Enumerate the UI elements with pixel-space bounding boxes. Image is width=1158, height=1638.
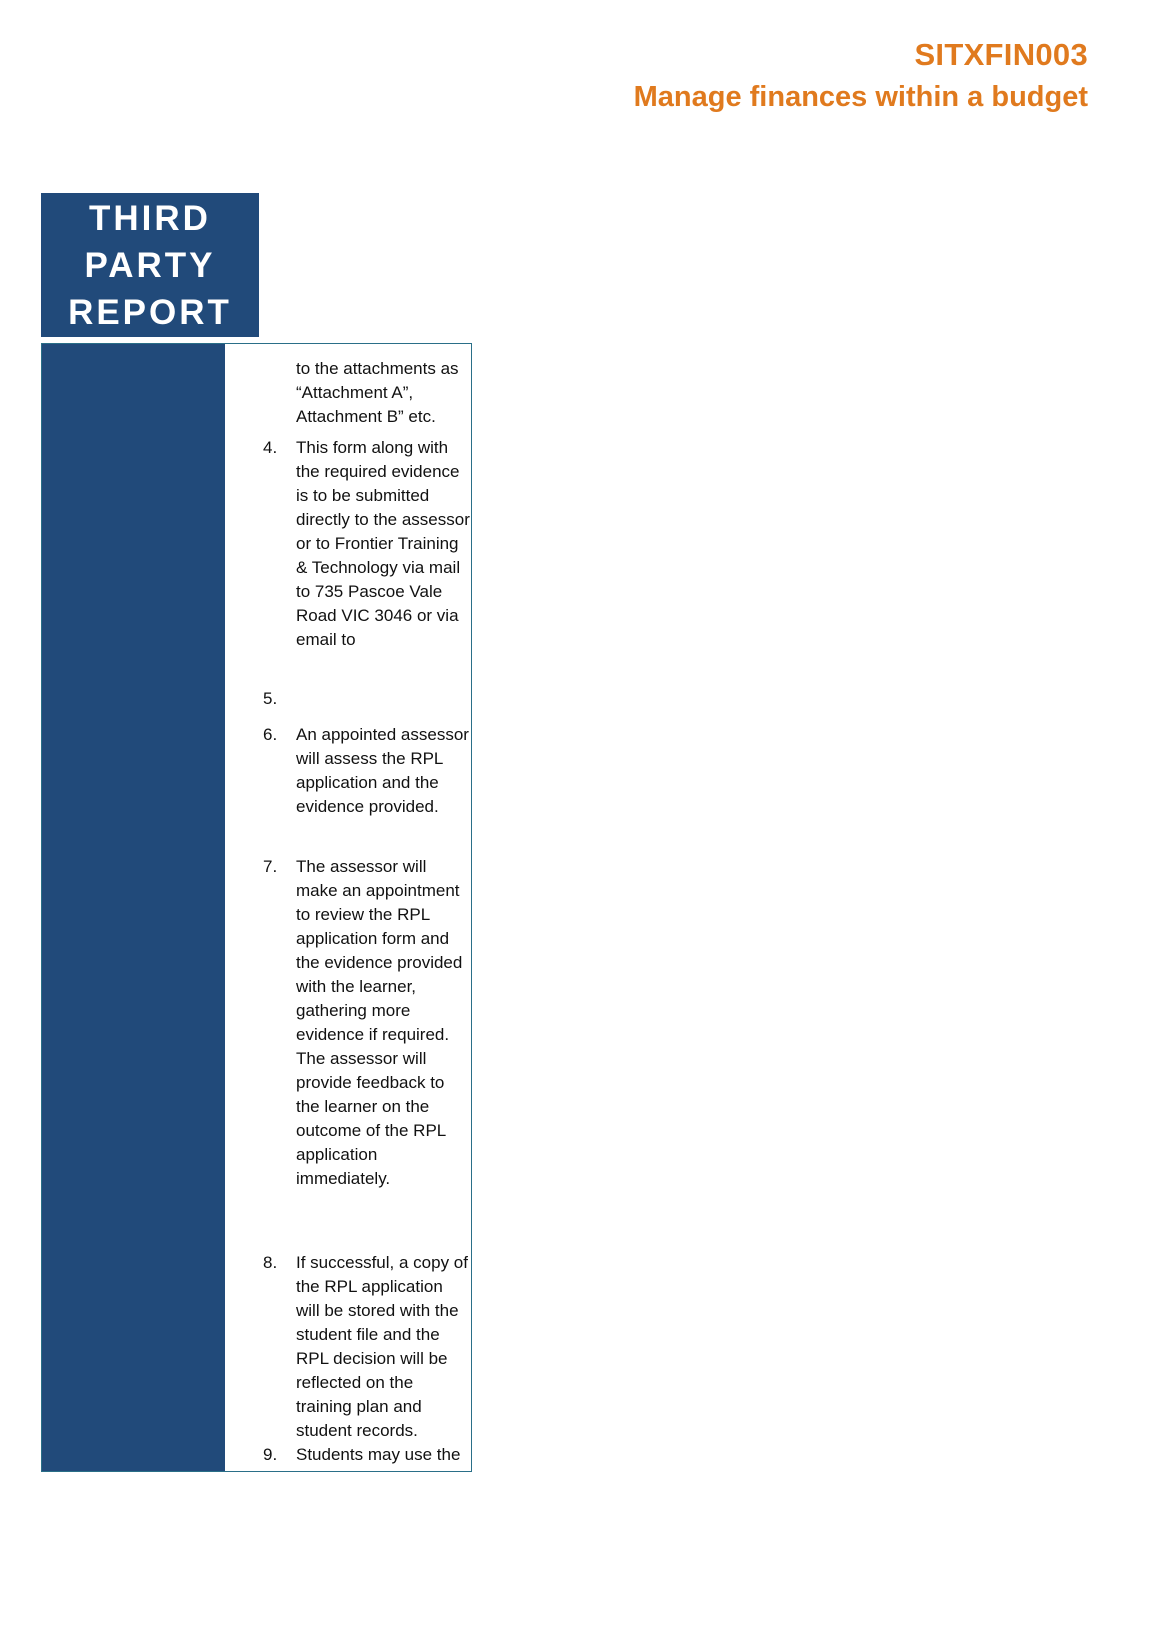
- list-item-text: An appointed assessor will assess the RPL application and the evidence provided.: [296, 725, 469, 816]
- list-item-number: 9.: [263, 1445, 278, 1464]
- list-item-text: This form along with the required evidence is to be submitted directly to the assessor or to Frontier Training & Technology via mail to 735 Pascoe Vale Road VIC 3046 or via email to: [296, 438, 470, 649]
- list-item-number: 6.: [263, 725, 278, 744]
- unit-code: SITXFIN003: [914, 37, 1088, 72]
- unit-title: Manage finances within a budget: [633, 81, 1088, 113]
- instructions-content: [225, 344, 471, 1471]
- instructions-table: [41, 343, 472, 1472]
- list-item-number: 5.: [263, 689, 278, 708]
- continued-item-text: to the attachments as “Attachment A”, Attachment B” etc.: [296, 359, 459, 426]
- list-item-text: Students may use the: [296, 1445, 461, 1464]
- list-item-text: If successful, a copy of the RPL application will be stored with the student file and the RPL decision will be reflected on the training plan and student records.: [296, 1253, 468, 1440]
- third-party-report-banner: [41, 193, 259, 337]
- banner-line-2: PARTY: [84, 245, 216, 285]
- banner-line-3: REPORT: [68, 292, 232, 332]
- banner-line-1: THIRD: [89, 198, 211, 238]
- table-side-column: [42, 344, 225, 1471]
- document-header: [634, 34, 1088, 118]
- list-item-number: 4.: [263, 438, 278, 457]
- list-item-text: The assessor will make an appointment to review the RPL application form and the evidence provided with the learner, gathering more evidence if required. The assessor will provide feedback to the learner on the outcome of the RPL application immediately.: [296, 857, 463, 1188]
- list-item-number: 7.: [263, 857, 278, 876]
- list-item-number: 8.: [263, 1253, 278, 1272]
